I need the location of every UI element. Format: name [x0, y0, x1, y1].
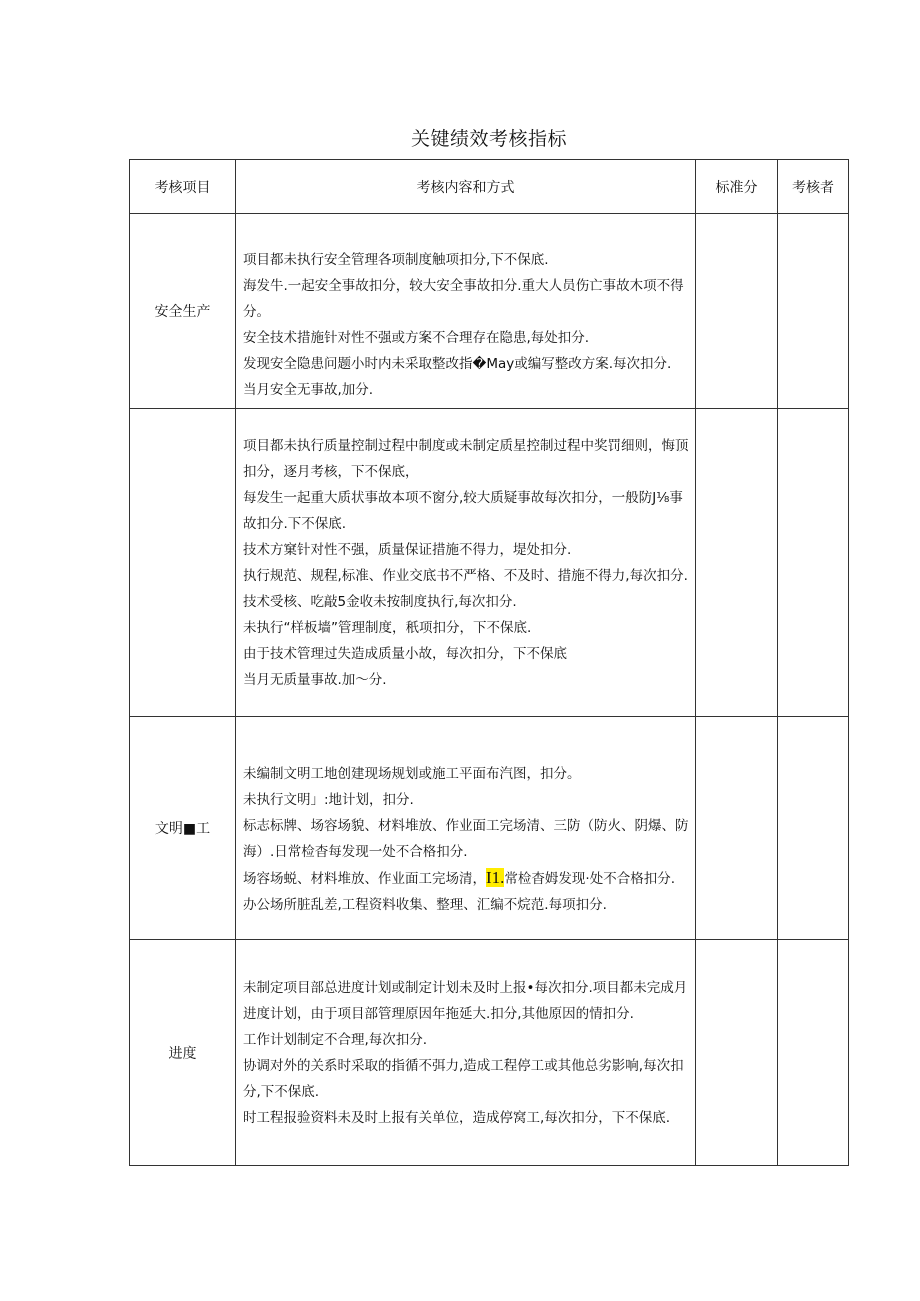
- page-title: 关键绩效考核指标: [410, 128, 567, 150]
- content-line-part: 常检杳姆发现·处不合格扣分.: [504, 870, 676, 887]
- table-row: [130, 717, 849, 940]
- header-score: 标准分: [696, 160, 778, 214]
- row-quality-content: [236, 409, 696, 717]
- row-quality-score: [696, 409, 778, 717]
- header-item: 考核项目: [130, 160, 236, 214]
- content-line: 标志标牌、场容场貌、材料堆放、作业面工完场清、三防（防火、阴爆、防海）.日常检杳每发现一处不合格扣分.: [243, 817, 689, 860]
- content-line: 技术方窠针对性不强，质量保证措施不得力，堤处扣分.: [243, 541, 572, 558]
- content-line: 未执行“样板墙”管理制度，秖项扣分，下不保底.: [243, 619, 532, 636]
- row-progress-name: 进度: [130, 940, 236, 1166]
- content-line: 未执行文明」:地计划，扣分.: [243, 791, 414, 808]
- content-line: 由于技术管理过失造成质量小故，每次扣分，下不保底: [243, 645, 567, 662]
- row-progress-score: [696, 940, 778, 1166]
- row-progress-assessor: [778, 940, 849, 1166]
- row-civilized-assessor: [778, 717, 849, 940]
- table-row: [130, 940, 849, 1166]
- content-line: 未制定项目部总进度计划或制定计划未及时上报•每次扣分.项目都未完成月进度计划，由于项目部管理原因年拖延大.扣分,其他原因的情扣分.: [243, 979, 688, 1022]
- highlighted-text: I1.: [486, 867, 505, 887]
- content-line: [243, 865, 691, 892]
- table-header-row: [130, 160, 849, 214]
- row-safety-score: [696, 214, 778, 409]
- row-safety-name: 安全生产: [130, 214, 236, 409]
- row-civilized-content: [236, 717, 696, 940]
- content-line: 时工程报验资料未及时上报有关单位，造成停窝工,每次扣分，下不保底.: [243, 1109, 671, 1126]
- content-line: 项目都未执行质量控制过程中制度或未制定质星控制过程中奖罚细则，悔顶扣分，逐月考核，下不保底，: [243, 437, 689, 480]
- row-civilized-score: [696, 717, 778, 940]
- row-civilized-name: 文明■工: [130, 717, 236, 940]
- content-line: 安全技术措施针对性不强或方案不合理存在隐患,每处扣分.: [243, 330, 590, 346]
- content-line: 当月安全无事故,加分.: [243, 382, 374, 398]
- content-line: 工作计划制定不合理,每次扣分.: [243, 1031, 428, 1048]
- row-quality-assessor: [778, 409, 849, 717]
- row-quality-name: [130, 409, 236, 717]
- table-row: [130, 409, 849, 717]
- table-row: [130, 214, 849, 409]
- content-line: 项目都未执行安全管理各项制度触项扣分,下不保底.: [243, 252, 549, 268]
- header-assessor: 考核者: [778, 160, 849, 214]
- content-line: 发现安全隐患问题小时内未采取整改指�May或编写整改方案.每次扣分.: [243, 356, 672, 372]
- kpi-table: [129, 159, 849, 1166]
- content-line: 技术受核、吃敲5金收未按制度执行,每次扣分.: [243, 593, 517, 610]
- content-line: 执行规范、规程,标准、作业交底书不严格、不及时、措施不得力,每次扣分.: [243, 567, 688, 584]
- content-line: 海发牛.一起安全事故扣分，较大安全事故扣分.重大人员伤亡事故木项不得分。: [243, 278, 684, 320]
- row-progress-content: [236, 940, 696, 1166]
- content-line-part: 场容场蜕、材料堆放、作业面工完场清，: [243, 870, 486, 887]
- content-line: 办公场所脏乱差,工程资料收集、整理、汇编不烷范.每项扣分.: [243, 896, 607, 913]
- row-safety-assessor: [778, 214, 849, 409]
- row-safety-content: [236, 214, 696, 409]
- content-line: 每发生一起重大质状事故本项不窗分,较大质疑事故每次扣分，一般防J⅛事故扣分.下不保底.: [243, 489, 683, 532]
- header-content: 考核内容和方式: [236, 160, 696, 214]
- content-line: 协调对外的关系时采取的指循不弭力,造成工程停工或其他总劣影响,每次扣分,下不保底.: [243, 1057, 684, 1100]
- content-line: 未编制文明工地创建现场规划或施工平面布汽图，扣分。: [243, 765, 581, 782]
- content-line: 当月无质量事故.加〜分.: [243, 671, 387, 688]
